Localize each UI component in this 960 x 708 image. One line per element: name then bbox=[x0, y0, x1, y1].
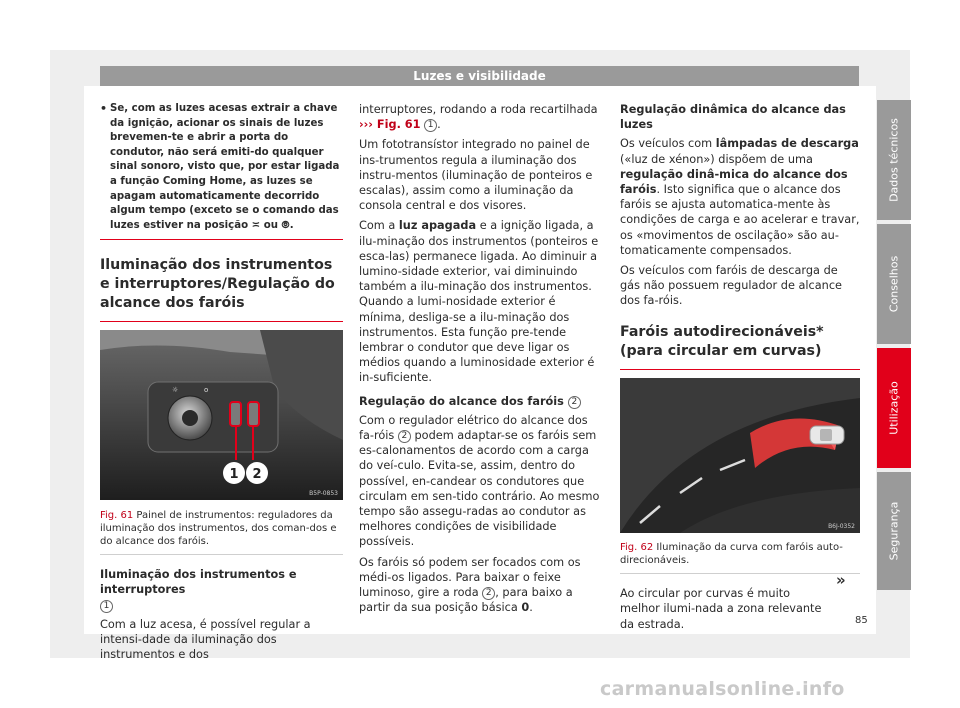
bold-text: regulação dinâ-mica do alcance dos faróis bbox=[620, 167, 848, 197]
figure-link[interactable]: ››› Fig. 61 bbox=[359, 118, 421, 132]
parking-light-icon: ⦾ bbox=[281, 219, 290, 231]
caption-text: Iluminação da curva com faróis auto-direcionáveis. bbox=[620, 541, 843, 567]
figure-caption bbox=[100, 509, 343, 549]
column-middle bbox=[359, 102, 602, 621]
notice-end: . bbox=[289, 219, 294, 231]
paragraph: Um fototransístor integrado no painel de ins-trumentos regula a iluminação dos instru-mentos (iluminação de ponteiros e escalas), assim como a iluminação da consola central e dos visores. bbox=[359, 138, 593, 213]
callout-2: 2 bbox=[252, 467, 262, 483]
text: podem adaptar-se os faróis sem es-calonamentos de acordo com a carga do veí-culo. Evita-se, assim, dentro do possível, en-candear os condutores que circulam em sen-tido contrário. Ao mesmo tempo são assegu-radas ao condutor as melhores condições de visibilidade possíveis. bbox=[359, 429, 600, 549]
text: , para baixo a partir da sua posição básica bbox=[359, 586, 573, 615]
section-header: Luzes e visibilidade bbox=[100, 66, 859, 86]
number-badge: 2 bbox=[398, 430, 411, 443]
figure-62 bbox=[620, 378, 860, 575]
section-heading: Faróis autodirecionáveis* (para circular em curvas) bbox=[620, 323, 860, 370]
bold-text: luz apagada bbox=[398, 219, 477, 233]
notice-body: Se, com as luzes acesas extrair a chave da ignição, acionar os sinais de luzes brevemen-te e abrir a porta do condutor, não será emiti-do qualquer sinal sonoro, visto que, por estar ligada a função Coming Home, as luzes se apagam automaticamente decorrido algum tempo (exceto se o comando das luzes estiver na posição bbox=[110, 103, 340, 231]
text: e a ignição ligada, a ilu-minação dos instrumentos (ponteiros e esca-las) permanece ligada. Ao diminuir a lumino-sidade exterior, vai diminuindo também a ilu-minação dos instrumentos. Quando a lumi-nosidade exterior é mínima, desliga-se a ilu-minação dos instrumentos. Esta função pre-tende lembrar o condutor que deve ligar os médios quando a luminosidade exterior é in-suficiente. bbox=[359, 219, 599, 385]
caption-text: Painel de instrumentos: reguladores da iluminação dos instrumentos, dos coman-dos e do alcance dos faróis. bbox=[100, 509, 337, 547]
paragraph: Ao circular por curvas é muito melhor ilumi-nada a zona relevante da estrada. bbox=[620, 587, 822, 631]
figure-label: Fig. 61 bbox=[100, 509, 134, 521]
text: Com a bbox=[359, 219, 396, 233]
bold-text: lâmpadas de descarga bbox=[715, 137, 859, 151]
paragraph bbox=[620, 136, 860, 258]
figure-caption bbox=[620, 541, 860, 567]
sub-heading bbox=[100, 567, 343, 613]
text: . bbox=[529, 601, 533, 615]
tab-label: Segurança bbox=[887, 501, 901, 561]
bold-text: 0 bbox=[521, 601, 530, 615]
paragraph bbox=[359, 555, 602, 616]
headlight-low-icon: ≍ bbox=[251, 219, 261, 231]
column-left bbox=[100, 102, 343, 667]
text: . bbox=[437, 118, 441, 132]
tab-label: Utilização bbox=[887, 381, 901, 435]
paragraph: Com a luz acesa, é possível regular a intensi-dade da iluminação dos instrumentos e dos bbox=[100, 617, 311, 662]
curve-lighting-illustration bbox=[620, 378, 860, 533]
figure-label: Fig. 62 bbox=[620, 541, 654, 553]
tab-conselhos[interactable] bbox=[877, 224, 911, 344]
paragraph bbox=[359, 218, 602, 385]
figure-code: B5P-0853 bbox=[309, 490, 338, 498]
sub-heading-text: Regulação do alcance dos faróis bbox=[359, 394, 564, 408]
paragraph: Os veículos com faróis de descarga de gás não possuem regulador de alcance dos fa-róis. bbox=[620, 264, 842, 308]
notice-or: ou bbox=[263, 219, 278, 231]
text: («luz de xénon») dispõem de uma bbox=[620, 152, 813, 166]
figure-61 bbox=[100, 330, 343, 555]
text: Os veículos com bbox=[620, 137, 713, 151]
section-heading: Iluminação dos instrumentos e interruptores/Regulação do alcance dos faróis bbox=[100, 256, 343, 322]
svg-text:o: o bbox=[204, 386, 209, 395]
text: interruptores, rodando a roda recartilhada bbox=[359, 103, 598, 116]
notice-text bbox=[100, 102, 343, 233]
number-badge: 1 bbox=[100, 600, 113, 613]
tab-utilizacao[interactable] bbox=[877, 348, 911, 468]
paragraph bbox=[359, 102, 602, 132]
watermark: carmanualsonline.info bbox=[600, 678, 845, 700]
tab-dados-tecnicos[interactable] bbox=[877, 100, 911, 220]
sub-heading: Regulação dinâmica do alcance das luzes bbox=[620, 103, 846, 132]
column-right bbox=[620, 102, 860, 637]
sub-heading bbox=[359, 394, 602, 409]
sub-heading-text: Iluminação dos instrumentos e interruptores bbox=[100, 568, 297, 597]
callout-1: 1 bbox=[229, 467, 239, 483]
text: Com o regulador elétrico do alcance dos fa-róis bbox=[359, 413, 588, 443]
tab-label: Dados técnicos bbox=[887, 118, 901, 202]
text: . Isto significa que o alcance dos faróis se ajusta automatica-mente às condições de carga e ao acelerar e travar, os «movimentos de oscilação» são au-tomaticamente compensados. bbox=[620, 183, 860, 257]
tab-seguranca[interactable] bbox=[877, 472, 911, 590]
continue-arrow-icon: » bbox=[836, 571, 846, 589]
page-number: 85 bbox=[855, 615, 868, 626]
number-badge: 2 bbox=[568, 396, 581, 409]
dashboard-photo bbox=[100, 330, 343, 500]
figure-code: B6J-0352 bbox=[828, 522, 855, 530]
paragraph bbox=[359, 413, 602, 550]
car-icon bbox=[810, 426, 844, 444]
number-badge: 1 bbox=[424, 119, 437, 132]
svg-text:☼: ☼ bbox=[172, 386, 179, 395]
number-badge: 2 bbox=[482, 587, 495, 600]
divider bbox=[100, 239, 343, 240]
tab-label: Conselhos bbox=[887, 255, 901, 313]
text: Os faróis só podem ser focados com os médi-os ligados. Para baixar o feixe luminoso, gire a roda bbox=[359, 555, 581, 600]
